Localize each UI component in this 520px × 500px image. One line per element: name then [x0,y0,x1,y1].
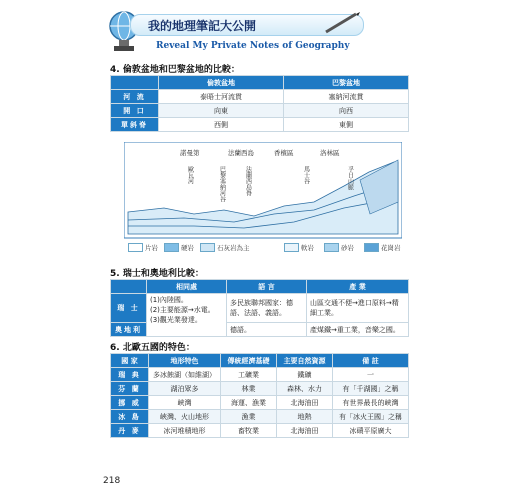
diagram-label: 孚日山脈 [346,166,354,190]
diagram-label: 馬士谷 [302,166,310,184]
pencil-icon [322,10,362,36]
col-header-language: 語 言 [227,280,307,294]
col-header-industry: 產 業 [307,280,409,294]
table-cell: 泰晤士河流貫 [159,90,284,104]
diagram-label: 歐瓦河 [186,166,194,184]
diagram-label: 巴黎塞納河谷 [218,166,226,202]
table-cell: 冰河堆積地形 [149,424,221,438]
col-header-note: 備 註 [333,354,409,368]
legend-item: 硬岩 [164,243,194,252]
table-cell: 塞納河流貫 [284,90,409,104]
col-header-same: 相同處 [147,280,227,294]
table-cell: 地熱 [277,410,333,424]
section6-title: 6. 北歐五國的特色： [110,343,195,353]
table-cell: 向東 [159,104,284,118]
table-cell: 有「千湖國」之稱 [333,382,409,396]
page-number: 218 [103,476,121,486]
table-cell: 德語。 [227,323,307,337]
page-header [100,8,400,56]
legend-item: 石灰岩為主 [200,243,250,252]
basin-comparison-table [110,75,409,132]
table-cell: 北海油田 [277,424,333,438]
row-label: 奧地利 [111,323,147,337]
table-cell: 冰磧平原廣大 [333,424,409,438]
diagram-label: 法蘭西島 [228,149,254,157]
table-cell: 一 [333,368,409,382]
table-cell: 山區交通不便→進口原料→精細工業。 [307,294,409,323]
col-header-london: 倫敦盆地 [159,76,284,90]
table-cell: 林業 [221,382,277,396]
row-label: 開 口 [111,104,159,118]
nordic-countries-table [110,353,409,438]
similarities-cell: (1)內陸國。 (2)主要能源→水電。 (3)觀光業發達。 [147,294,227,337]
row-label: 冰 島 [111,410,149,424]
page-title: 我的地理筆記大公開 [148,19,257,33]
diagram-legend [124,240,414,254]
swiss-austria-table [110,279,409,337]
table-cell: 峽灣、火山地形 [149,410,221,424]
section4-title: 4. 倫敦盆地和巴黎盆地的比較： [110,65,240,75]
col-header-economy: 傳統經濟基礎 [221,354,277,368]
legend-item: 砂岩 [324,243,354,252]
row-label: 挪 威 [111,396,149,410]
table-cell: 北海油田 [277,396,333,410]
row-label: 芬 蘭 [111,382,149,396]
section5-title: 5. 瑞士和奧地利比較： [110,269,204,279]
table-cell: 有「冰火王國」之稱 [333,410,409,424]
legend-item: 片岩 [128,243,158,252]
col-header-country: 國 家 [111,354,149,368]
legend-item: 軟岩 [284,243,314,252]
table-cell: 鐵礦 [277,368,333,382]
col-header-blank [111,280,147,294]
table-cell: 西側 [159,118,284,132]
diagram-label: 香檳區 [274,149,294,157]
col-header-blank [111,76,159,90]
table-cell: 向西 [284,104,409,118]
diagram-label: 法蘭西島脊 [244,166,252,196]
table-cell: 湖泊眾多 [149,382,221,396]
row-label: 瑞 士 [111,294,147,323]
table-cell: 產煤鐵→重工業，音樂之國。 [307,323,409,337]
col-header-terrain: 地形特色 [149,354,221,368]
table-cell: 東側 [284,118,409,132]
table-cell: 森林、水力 [277,382,333,396]
col-header-resource: 主要自然資源 [277,354,333,368]
table-cell: 漁業 [221,410,277,424]
table-cell: 海運、漁業 [221,396,277,410]
diagram-label: 洛林區 [320,149,340,157]
table-cell: 畜牧業 [221,424,277,438]
col-header-paris: 巴黎盆地 [284,76,409,90]
table-cell: 工礦業 [221,368,277,382]
table-cell: 多冰蝕湖（如維湖） [149,368,221,382]
row-label: 河 流 [111,90,159,104]
page-subtitle: Reveal My Private Notes of Geography [156,41,350,51]
table-cell: 多民族聯邦國家：德語、法語、義語。 [227,294,307,323]
table-cell: 峽灣 [149,396,221,410]
diagram-label: 諾曼第 [180,149,200,157]
legend-item: 花崗岩 [364,243,401,252]
row-label: 丹 麥 [111,424,149,438]
table-cell: 有世界最長的峽灣 [333,396,409,410]
row-label: 瑞 典 [111,368,149,382]
row-label: 單斜脊 [111,118,159,132]
